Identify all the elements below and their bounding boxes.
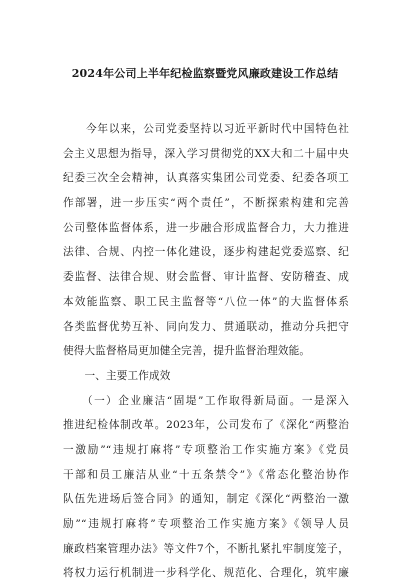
body-line: 将权力运行机制进一步科学化、规范化、合理化，筑牢廉: [63, 567, 349, 580]
body-line: 作部署，进一步压实“两个责任”，不断探索构建和完善: [63, 197, 349, 210]
body-line: 纪委三次全会精神，认真落实集团公司党委、纪委各项工: [63, 172, 349, 185]
body-line: 励”“违规打麻将”专项整治工作实施方案》《领导人员: [63, 518, 349, 530]
body-line: 推进纪检体制改革。2023年，公司发布了《深化“两整治: [63, 419, 349, 432]
body-line: 今年以来，公司党委坚持以习近平新时代中国特色社: [63, 123, 349, 135]
document-title: 2024年公司上半年纪检监察暨党风廉政建设工作总结: [71, 67, 339, 80]
body-line: 法律、合规、内控一体化建设，逐步构建起党委巡察、纪: [63, 246, 349, 259]
body-line: 本效能监察、职工民主监督等“八位一体”的大监督体系: [63, 295, 349, 308]
body-line: 委监督、法律合规、财会监督、审计监督、安防稽查、成: [63, 271, 349, 284]
body-line: 公司整体监督体系，进一步融合形成监督合力，大力推进: [63, 221, 349, 234]
body-line: 队伍先进场后签合同》的通知，制定《深化“两整治一激: [63, 493, 349, 506]
section-heading: 一、主要工作成效: [63, 369, 171, 382]
body-line: 廉政档案管理办法》等文件7个，不断扎紧扎牢制度笼子，: [63, 542, 349, 555]
body-line: 会主义思想为指导，深入学习贯彻党的XX大和二十届中央: [63, 147, 349, 160]
body-line: 使得大监督格局更加健全完善，提升监督治理效能。: [63, 345, 311, 358]
document-body: [63, 117, 349, 586]
body-line: 一激励”“违规打麻将”专项整治工作实施方案》《党员: [63, 443, 349, 456]
body-line: 干部和员工廉洁从业“十五条禁令”》《常态化整治协作: [63, 468, 349, 481]
body-line: 各类监督优势互补、同向发力、贯通联动，推动分兵把守: [63, 320, 349, 333]
body-line: （一）企业廉洁“固堤”工作取得新局面。一是深入: [63, 394, 349, 407]
